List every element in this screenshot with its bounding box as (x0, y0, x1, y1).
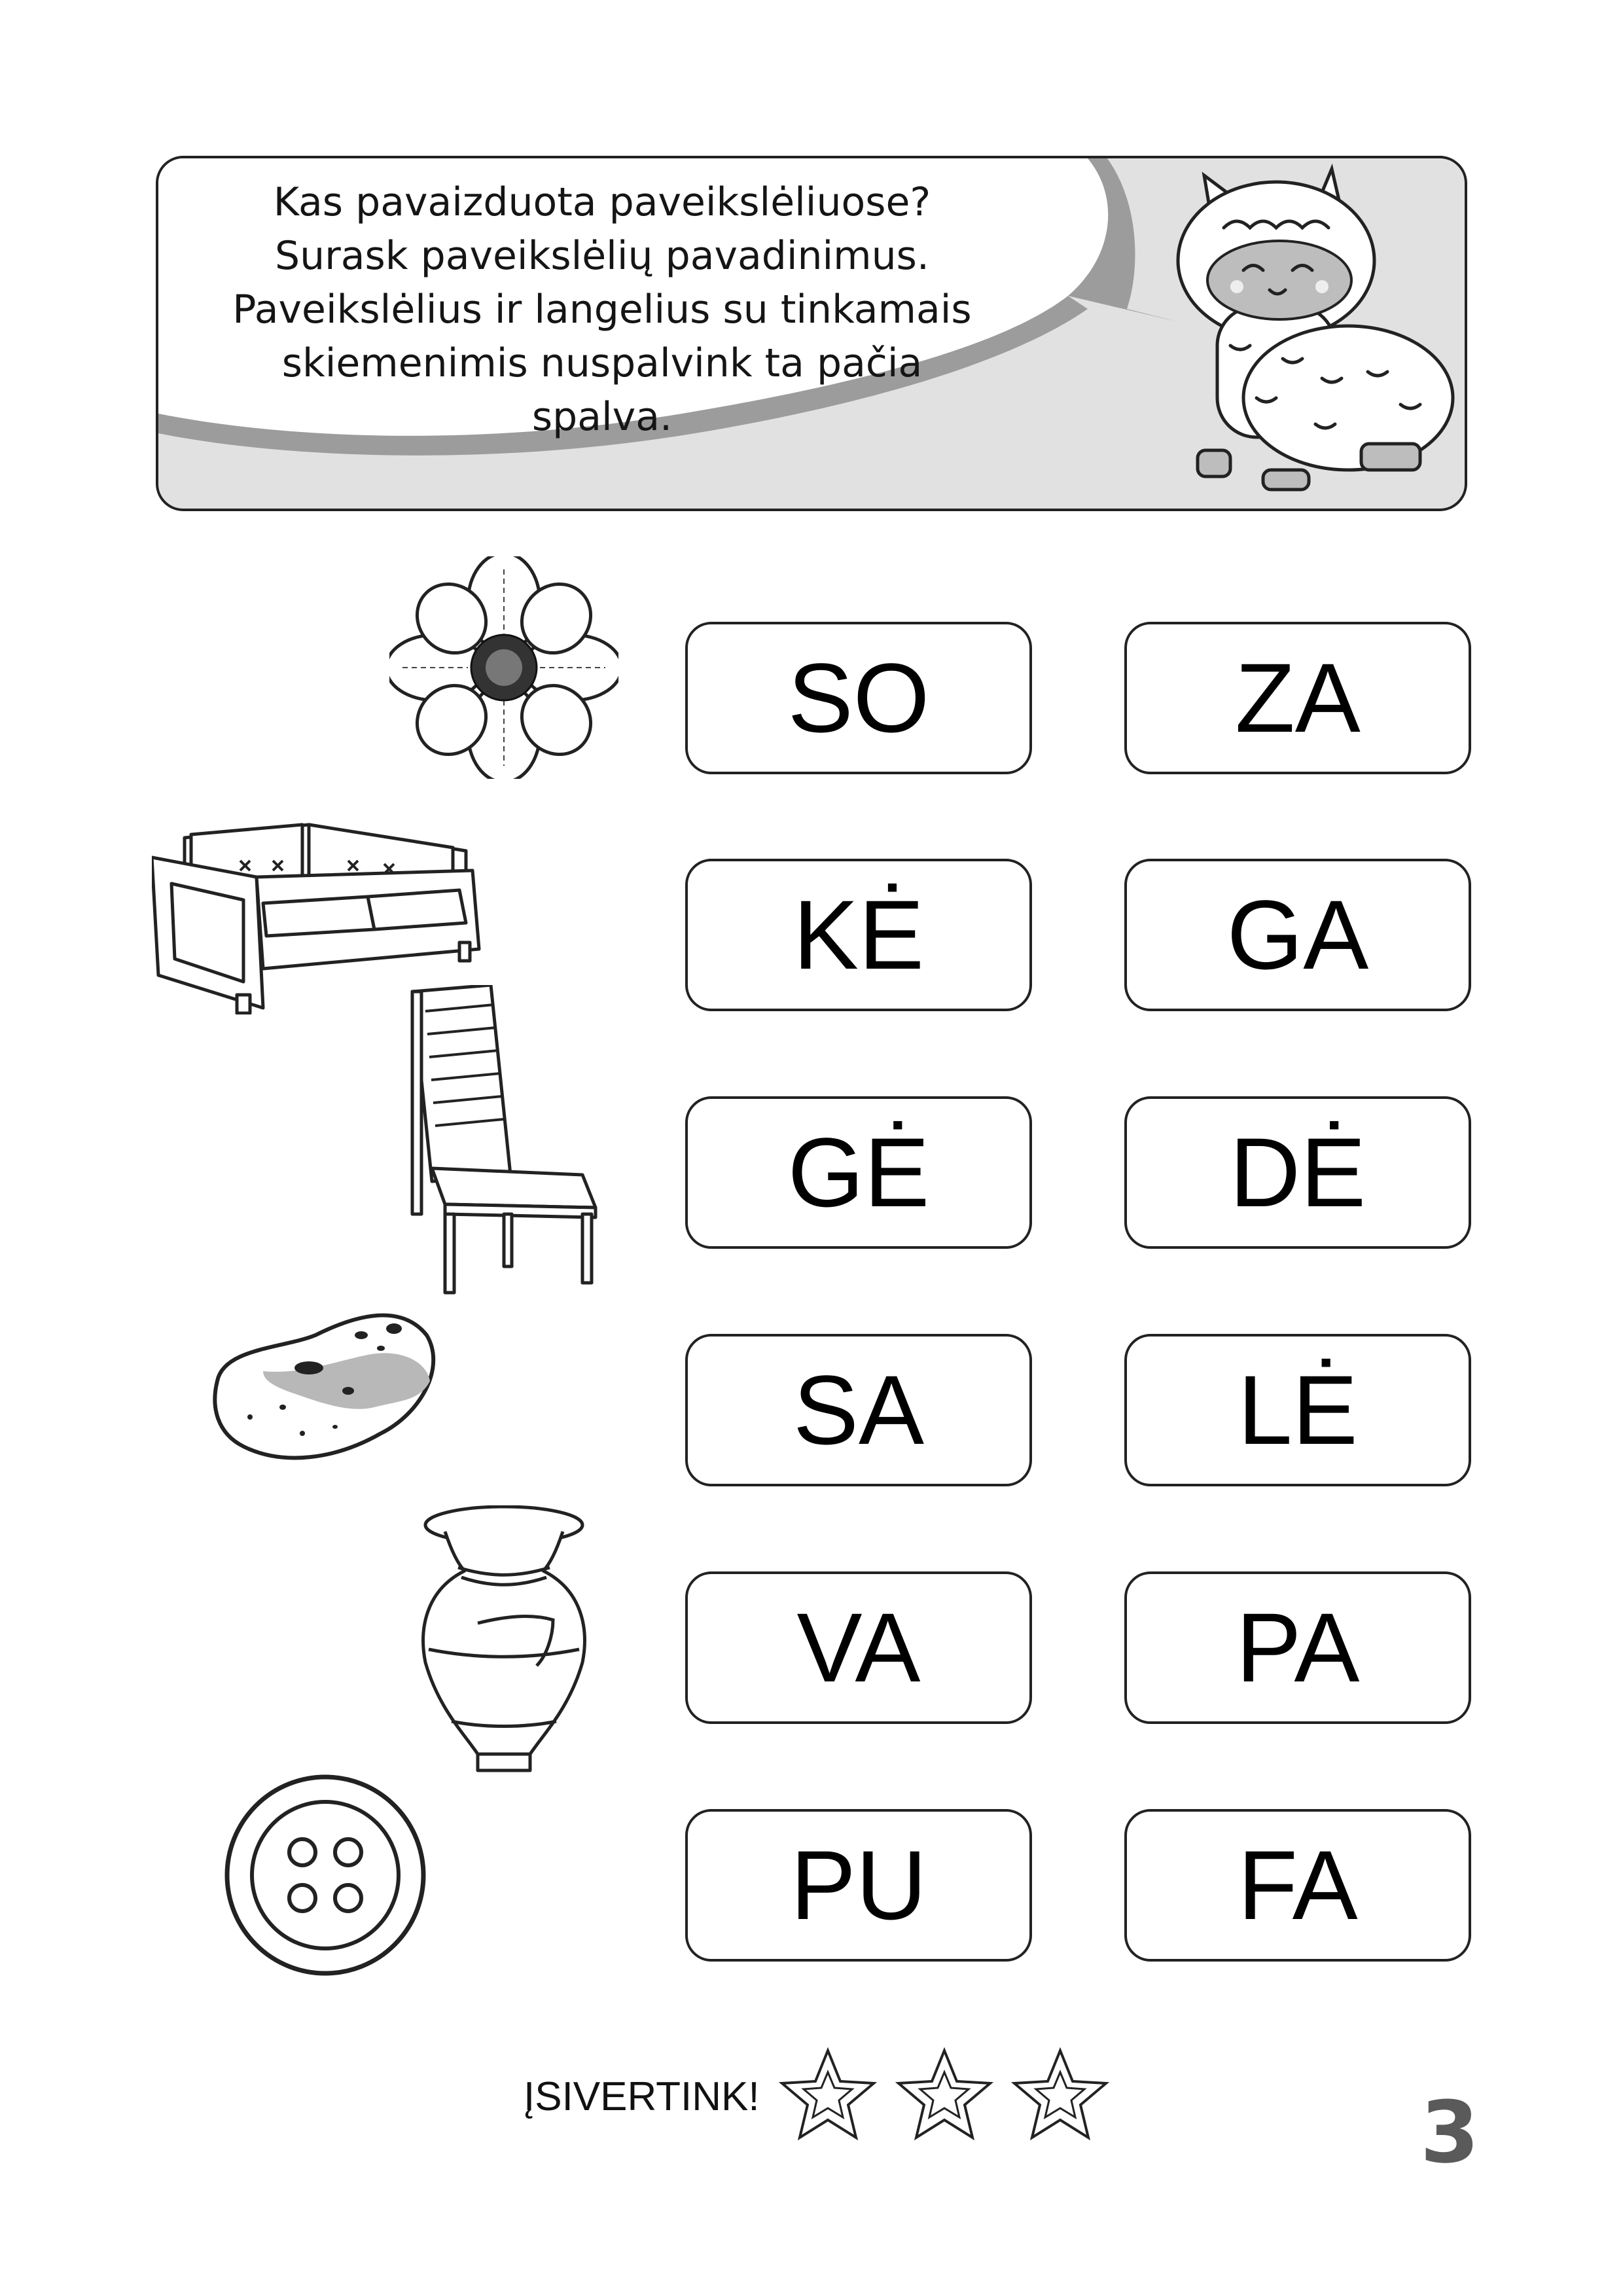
syllable-box[interactable]: DĖ (1124, 1096, 1471, 1249)
syllable-box[interactable]: LĖ (1124, 1334, 1471, 1486)
llama-icon (1152, 162, 1466, 503)
page-number: 3 (1420, 2083, 1480, 2182)
syllable-box[interactable]: PU (685, 1809, 1032, 1962)
syllable-box[interactable]: GA (1124, 859, 1471, 1011)
chair-icon (406, 985, 602, 1296)
sofa-icon (152, 798, 492, 1014)
syllable-box[interactable]: FA (1124, 1809, 1471, 1962)
instruction-line: Paveikslėlius ir langelius su tinkamais (232, 287, 972, 332)
syllable-box[interactable]: VA (685, 1571, 1032, 1724)
instruction-line: skiemenimis nuspalvink ta pačia (281, 340, 923, 386)
instruction-line: Surask paveikslėlių pavadinimus. (275, 233, 929, 279)
syllable-box[interactable]: SA (685, 1334, 1032, 1486)
syllable-box[interactable]: PA (1124, 1571, 1471, 1724)
rating-star-icon[interactable] (895, 2047, 993, 2142)
syllable-box[interactable]: ZA (1124, 622, 1471, 774)
evaluate-label: ĮSIVERTINK! (524, 2074, 760, 2119)
rating-star-icon[interactable] (779, 2047, 877, 2142)
syllable-box[interactable]: SO (685, 622, 1032, 774)
instruction-line: spalva. (531, 394, 673, 440)
button-icon (221, 1770, 430, 1980)
rating-star-icon[interactable] (1011, 2047, 1109, 2142)
vase-icon (412, 1505, 596, 1780)
syllable-box[interactable]: GĖ (685, 1096, 1032, 1249)
instruction-line: Kas pavaizduota paveikslėliuose? (273, 179, 931, 225)
potato-icon (204, 1302, 440, 1473)
syllable-box[interactable]: KĖ (685, 859, 1032, 1011)
instructions-text (190, 175, 1014, 444)
flower-icon (389, 556, 618, 779)
